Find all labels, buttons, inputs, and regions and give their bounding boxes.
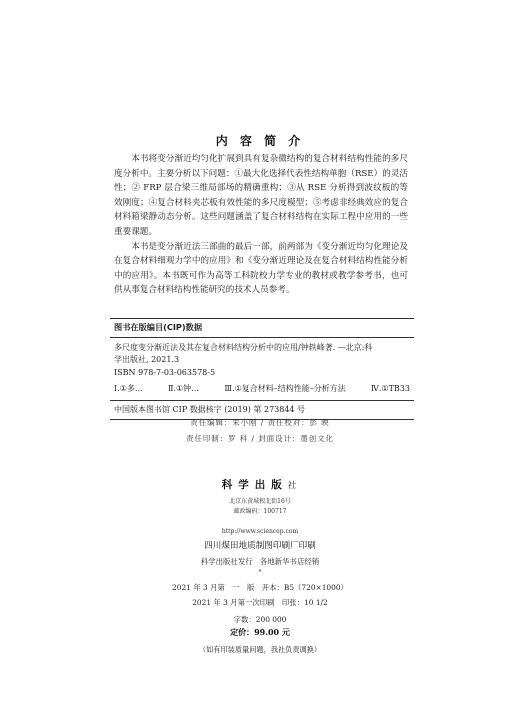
publisher-url: http://www.sciencep.com	[221, 528, 299, 535]
abstract-paragraph-2: 本书是变分渐近法三部曲的最后一部，前两部为《变分渐近均匀化理论及在复合材料细观力学中的应用》和《变分渐近理论及在复合材料结构性能分析中的应用》。本书既可作为高等工科院校力学专业的教材或教学参考书，也可供从事复合材料结构性能研究的技术人员参考。	[114, 241, 408, 296]
cip-header: 图书在版编目(CIP)数据	[110, 319, 414, 338]
separator-star: *	[258, 569, 262, 576]
credits-production: 责任印制：罗 科 / 封面设计：墨创文化	[186, 434, 334, 443]
publisher-name	[0, 477, 520, 492]
cip-class-4: Ⅳ.①TB33	[370, 384, 410, 394]
publisher-address: 北京东黄城根北街16号	[229, 498, 291, 505]
cip-class-2: Ⅱ.①钟…	[168, 384, 200, 394]
publisher-postal-code: 邮政编码：100717	[233, 508, 287, 515]
publisher-suffix: 社	[287, 481, 299, 491]
cip-block	[110, 318, 414, 420]
cip-isbn: ISBN 978-7-03-063578-5	[114, 367, 216, 377]
abstract	[114, 152, 408, 298]
cip-title-line: 多尺度变分渐近法及其在复合材料结构分析中的应用/钟轶峰著. —北京:科	[114, 343, 373, 352]
cip-body	[110, 338, 414, 400]
printer: 四川煤田地质制图印刷厂印刷	[204, 541, 316, 551]
cip-footer: 中国版本图书馆 CIP 数据核字 (2019) 第 273844 号	[110, 400, 414, 419]
publisher-logotype: 科学出版	[221, 479, 288, 491]
printing-line: 2021 年 3 月第一次印刷 印张：10 1/2	[192, 598, 328, 607]
page-title: 内 容 简 介	[215, 134, 305, 148]
cip-publication-line: 学出版社, 2021.3	[114, 355, 180, 365]
credits-editors: 责任编辑：朱小刚 / 责任校对：彭 映	[190, 418, 330, 427]
cip-class-3: Ⅲ.①复合材料–结构性能–分析方法	[224, 384, 346, 394]
distribution: 科学出版社发行 各地新华书店经销	[200, 557, 320, 566]
edition-line: 2021 年 3 月第 一 版 开本：B5（720×1000）	[172, 583, 348, 592]
abstract-paragraph-1: 本书将变分渐近均匀化扩展到具有复杂微结构的复合材料结构性能的多尺度分析中。主要分析以下问题：①最大化选择代表性结构单胞（RSE）的灵活性；② FRP 层合梁三维局部场的精确重构；③从 RSE 分析得到波纹板的等效刚度；④复合材料夹芯板有效性能的多尺度模型；⑤考虑非经典效应的复合材料箱梁静动态分析。这些问题涵盖了复合材料结构在实际工程中应用的一些重要课题。	[114, 154, 408, 237]
word-count: 字数：200 000	[233, 615, 287, 624]
cip-classification	[114, 383, 410, 395]
quality-notice: （如有印装质量问题，我社负责调换）	[198, 645, 322, 654]
price: 定价：99.00 元	[230, 627, 290, 637]
cip-class-1: Ⅰ.①多…	[114, 384, 143, 394]
